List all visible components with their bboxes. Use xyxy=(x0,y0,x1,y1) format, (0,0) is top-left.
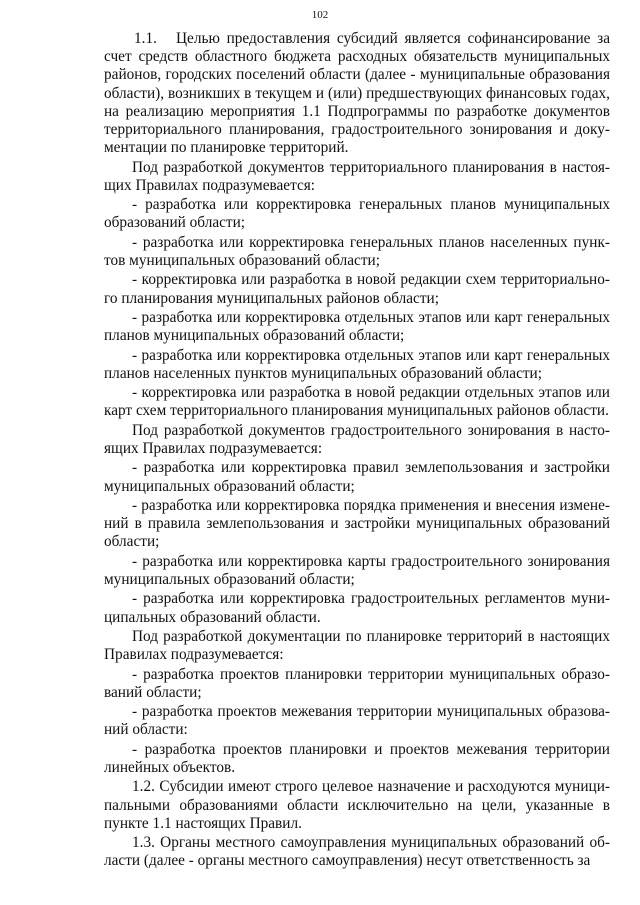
list-item: - корректировка или разработка в новой редакции отдельных этапов или карт схем территориального планирования муниципальных районов области. xyxy=(104,384,610,420)
paragraph-planning-documentation-intro: Под разработкой документации по планировке территорий в настоящих Правилах подразумевается: xyxy=(104,627,610,664)
paragraph-1-1 xyxy=(104,30,610,157)
list-item: - разработка или корректировка карты градостроительного зонирования муниципальных образований области; xyxy=(104,552,610,588)
paragraph-zoning-intro: Под разработкой документов градостроительного зонирования в настоящих Правилах подразумевается: xyxy=(104,421,610,457)
list-item: - разработка проектов планировки и проектов межевания территории линейных объектов. xyxy=(104,740,610,776)
list-item: - разработка или корректировка правил землепользования и застройки муниципальных образований области; xyxy=(104,459,610,495)
list-item: - разработка или корректировка градостроительных регламентов муниципальных образований области. xyxy=(104,590,610,626)
paragraph-text: Целью предоставления субсидий является софинансирование за счет средств областного бюджета расходных обязательств муниципальных районов, городских поселений области (далее - муниципальные образования области), возникших в текущем и (или) предшествующих финансовых годах, на реализацию мероприятия 1.1 Подпрограммы по разработке документов территориального планирования, градостроительного зонирования и документации по планировке территорий. xyxy=(104,30,610,157)
list-item: - разработка проектов межевания территории муниципальных образований области: xyxy=(104,703,610,739)
list-item: - разработка проектов планировки территории муниципальных образований области; xyxy=(104,665,610,701)
list-item: - разработка или корректировка генеральных планов муниципальных образований области; xyxy=(104,196,610,232)
list-item: - корректировка или разработка в новой редакции схем территориального планирования муниципальных районов области; xyxy=(104,271,610,307)
list-item: - разработка или корректировка отдельных этапов или карт генеральных планов населенных пунктов муниципальных образований области; xyxy=(104,346,610,382)
paragraph-territorial-planning-intro: Под разработкой документов территориального планирования в настоящих Правилах подразумевается: xyxy=(104,158,610,194)
paragraph-1-3: 1.3. Органы местного самоуправления муниципальных образований области (далее - органы местного самоуправления) несут ответственность за xyxy=(104,834,610,870)
list-item: - разработка или корректировка отдельных этапов или карт генеральных планов муниципальных образований области; xyxy=(104,308,610,345)
list-item: - разработка или корректировка генеральных планов населенных пунктов муниципальных образований области; xyxy=(104,233,610,269)
document-body xyxy=(104,30,610,871)
paragraph-1-2: 1.2. Субсидии имеют строго целевое назначение и расходуются муниципальными образованиями области исключительно на цели, указанные в пункте 1.1 настоящих Правил. xyxy=(104,778,610,832)
clause-number: 1.1. xyxy=(134,30,157,47)
page-number: 102 xyxy=(311,9,329,21)
list-item: - разработка или корректировка порядка применения и внесения изменений в правила землепользования и застройки муниципальных образований области; xyxy=(104,496,610,551)
